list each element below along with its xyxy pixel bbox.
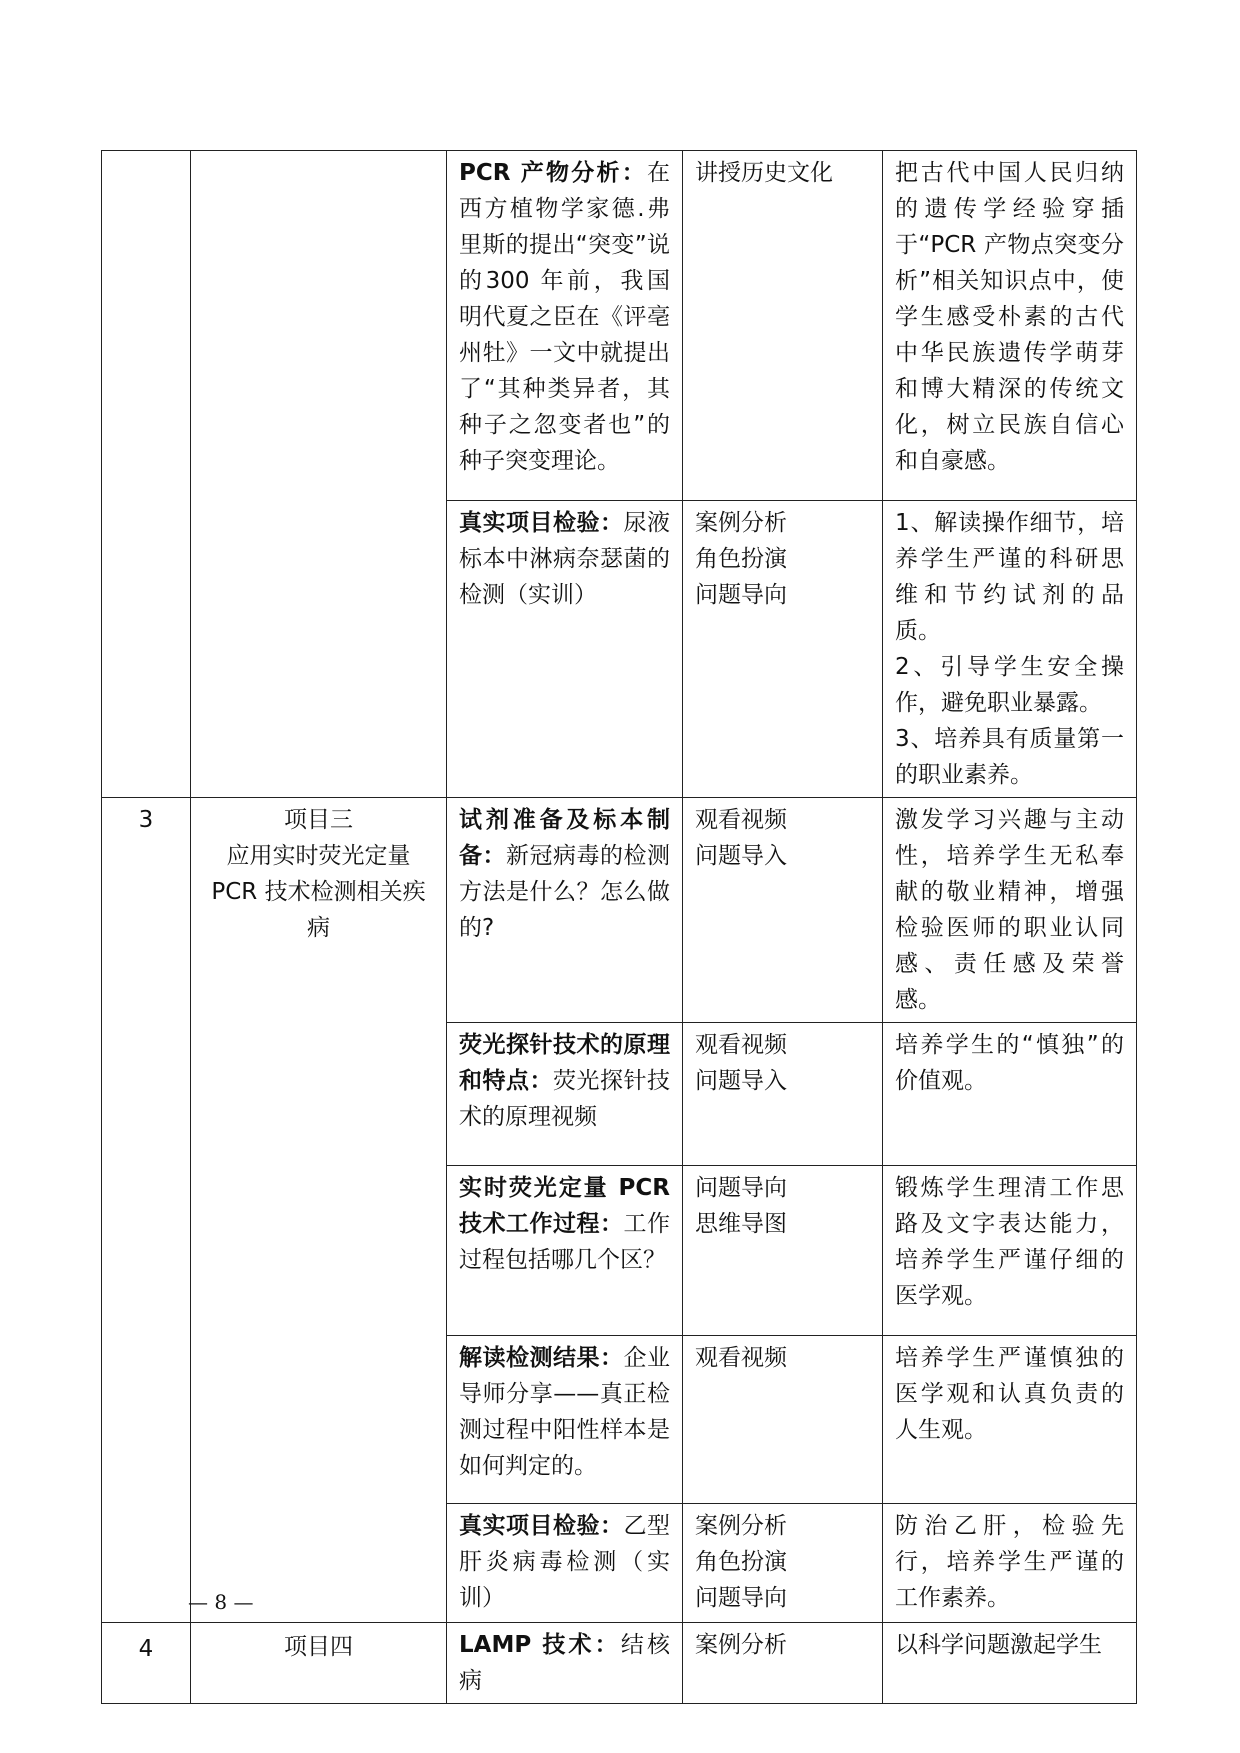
project-cell: 项目四	[191, 1623, 447, 1704]
content-title: 荧光探针技术的原理和特点：	[459, 1032, 670, 1094]
content-title: LAMP 技术：	[459, 1632, 621, 1658]
method-item: 案例分析	[695, 1513, 787, 1539]
method-item: 问题导向	[695, 582, 787, 608]
method-item: 案例分析	[695, 1632, 787, 1658]
method-item: 观看视频	[695, 1032, 787, 1058]
content-cell	[447, 1023, 683, 1166]
goal-cell: 把古代中国人民归纳的遗传学经验穿插于“PCR 产物点突变分析”相关知识点中，使学生感受朴素的古代中华民族遗传学萌芽和博大精深的传统文化，树立民族自信心和自豪感。	[883, 151, 1137, 501]
table-row	[102, 1623, 1137, 1704]
content-cell	[447, 798, 683, 1023]
content-title: 真实项目检验：	[459, 510, 624, 536]
method-item: 讲授历史文化	[695, 160, 833, 186]
content-text: 工作过程包括哪几个区？	[459, 1211, 670, 1273]
content-cell	[447, 1336, 683, 1504]
method-item: 问题导向	[695, 1585, 787, 1611]
method-cell	[683, 1023, 883, 1166]
content-text: 乙型肝炎病毒检测（实训）	[459, 1513, 670, 1611]
method-item: 观看视频	[695, 1345, 787, 1371]
content-cell	[447, 151, 683, 501]
content-title: PCR 产物分析：	[459, 160, 647, 186]
project-line: 项目三	[284, 807, 353, 833]
method-cell	[683, 1504, 883, 1623]
goal-line: 1、解读操作细节，培养学生严谨的科研思维和节约试剂的品质。	[895, 510, 1124, 644]
content-text: 在西方植物学家德.弗里斯的提出“突变”说的300 年前，我国明代夏之臣在《评亳州牡》一文中就提出了“其种类异者，其种子之忽变者也”的种子突变理论。	[459, 160, 670, 474]
method-cell	[683, 151, 883, 501]
method-item: 角色扮演	[695, 1549, 787, 1575]
method-cell	[683, 798, 883, 1023]
project-cell	[191, 151, 447, 798]
content-title: 试剂准备及标本制备：	[459, 807, 670, 869]
goal-cell: 以科学问题激起学生	[883, 1623, 1137, 1704]
content-title: 实时荧光定量 PCR 技术工作过程：	[459, 1175, 670, 1237]
content-text: 新冠病毒的检测方法是什么？怎么做的?	[459, 843, 670, 941]
table-row	[102, 798, 1137, 1023]
content-cell	[447, 1623, 683, 1704]
page-number: — 8 —	[188, 1590, 254, 1614]
content-cell	[447, 1166, 683, 1336]
method-cell	[683, 1336, 883, 1504]
project-line: 应用实时荧光定量	[226, 843, 411, 869]
project-line: 病	[307, 915, 330, 941]
curriculum-table	[101, 150, 1137, 1704]
method-item: 观看视频	[695, 807, 787, 833]
content-cell	[447, 501, 683, 798]
method-item: 问题导入	[695, 1068, 787, 1094]
content-text: 尿液标本中淋病奈瑟菌的检测（实训）	[459, 510, 670, 608]
content-title: 真实项目检验：	[459, 1513, 624, 1539]
goal-cell: 防治乙肝，检验先行，培养学生严谨的工作素养。	[883, 1504, 1137, 1623]
goal-line: 2、引导学生安全操作，避免职业暴露。	[895, 654, 1124, 716]
method-item: 案例分析	[695, 510, 787, 536]
method-cell	[683, 1623, 883, 1704]
goal-cell: 锻炼学生理清工作思路及文字表达能力，培养学生严谨仔细的医学观。	[883, 1166, 1137, 1336]
row-number-cell	[102, 151, 191, 798]
row-number-cell: 4	[102, 1623, 191, 1704]
content-cell	[447, 1504, 683, 1623]
content-text: 结核病	[459, 1632, 670, 1694]
method-item: 问题导向	[695, 1175, 787, 1201]
content-text: 荧光探针技术的原理视频	[459, 1068, 670, 1130]
goal-line: 3、培养具有质量第一的职业素养。	[895, 726, 1124, 788]
content-title: 解读检测结果：	[459, 1345, 624, 1371]
row-number-cell: 3	[102, 798, 191, 1623]
content-text: 企业导师分享——真正检测过程中阳性样本是如何判定的。	[459, 1345, 670, 1479]
project-cell	[191, 798, 447, 1623]
method-cell	[683, 501, 883, 798]
method-item: 思维导图	[695, 1211, 787, 1237]
table-row	[102, 151, 1137, 501]
method-item: 角色扮演	[695, 546, 787, 572]
goal-cell: 培养学生严谨慎独的医学观和认真负责的人生观。	[883, 1336, 1137, 1504]
method-item: 问题导入	[695, 843, 787, 869]
goal-cell: 培养学生的“慎独”的价值观。	[883, 1023, 1137, 1166]
method-cell	[683, 1166, 883, 1336]
project-line: PCR 技术检测相关疾	[211, 879, 426, 905]
goal-cell: 激发学习兴趣与主动性，培养学生无私奉献的敬业精神，增强检验医师的职业认同感、责任感及荣誉感。	[883, 798, 1137, 1023]
goal-cell	[883, 501, 1137, 798]
